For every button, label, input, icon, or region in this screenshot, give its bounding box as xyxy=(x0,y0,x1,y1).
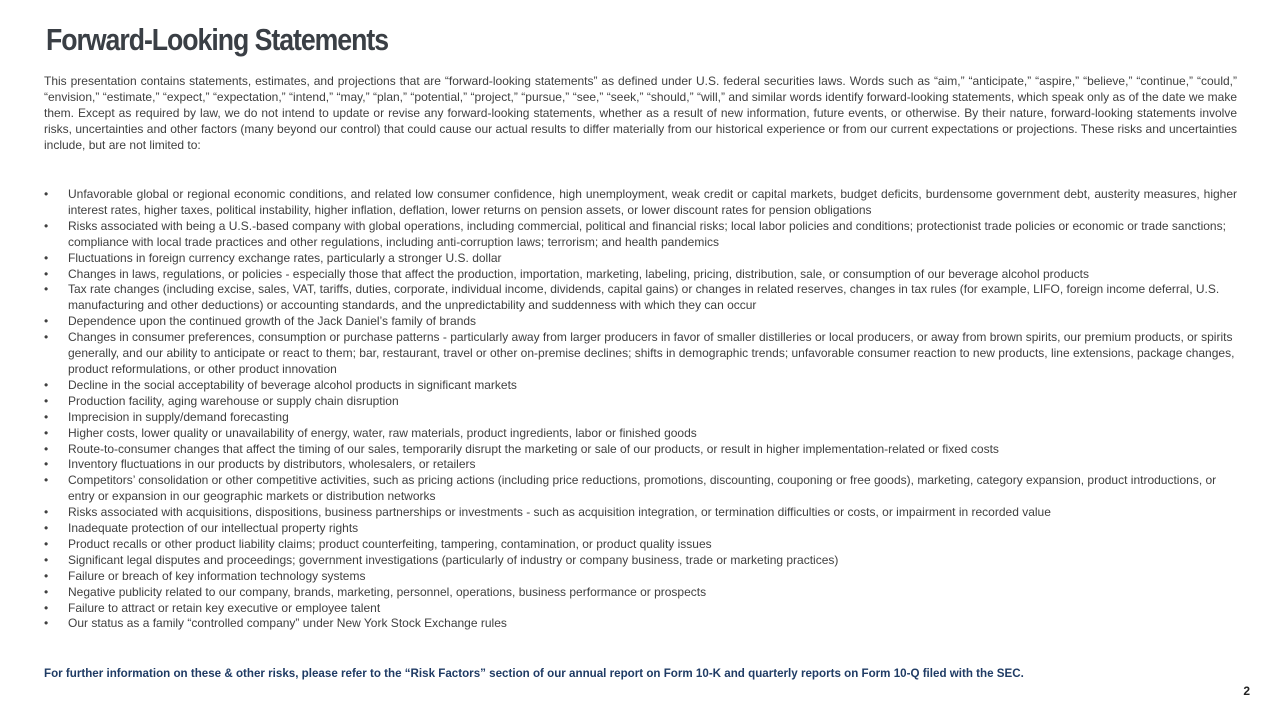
bullet-icon: • xyxy=(44,552,49,567)
risk-item xyxy=(44,616,1237,632)
risk-item xyxy=(44,473,1237,505)
risk-list xyxy=(44,187,1237,632)
risk-item xyxy=(44,187,1237,219)
slide-title: Forward-Looking Statements xyxy=(46,22,388,57)
risk-text: Route-to-consumer changes that affect the timing of our sales, temporarily disrupt the marketing or sale of our products, or result in higher implementation-related or fixed costs xyxy=(68,441,999,456)
risk-text: Failure to attract or retain key executive or employee talent xyxy=(68,600,381,615)
bullet-icon: • xyxy=(44,441,49,456)
risk-item xyxy=(44,410,1237,426)
bullet-icon: • xyxy=(44,330,49,345)
risk-text: Decline in the social acceptability of beverage alcohol products in significant markets xyxy=(68,377,517,392)
bullet-icon: • xyxy=(44,600,49,615)
bullet-icon: • xyxy=(44,314,49,329)
risk-text: Fluctuations in foreign currency exchange rates, particularly a stronger U.S. dollar xyxy=(68,250,502,265)
footer-note: For further information on these & other risks, please refer to the “Risk Factors” section of our annual report on Form 10-K and quarterly reports on Form 10-Q filed with the SEC. xyxy=(44,667,1024,680)
risk-item xyxy=(44,282,1237,314)
risk-item xyxy=(44,601,1237,617)
risk-item xyxy=(44,457,1237,473)
bullet-icon: • xyxy=(44,409,49,424)
risk-text: Product recalls or other product liability claims; product counterfeiting, tampering, contamination, or product quality issues xyxy=(68,536,712,551)
bullet-icon: • xyxy=(44,616,49,631)
bullet-icon: • xyxy=(44,393,49,408)
risk-item xyxy=(44,537,1237,553)
risk-text: Significant legal disputes and proceedings; government investigations (particularly of industry or company business, trade or marketing practices) xyxy=(68,552,839,567)
risk-item xyxy=(44,314,1237,330)
bullet-icon: • xyxy=(44,505,49,520)
bullet-icon: • xyxy=(44,584,49,599)
risk-text: Changes in consumer preferences, consumption or purchase patterns - particularly away from larger producers in favor of smaller distilleries or local producers, or away from brown spirits, our premium products, or spirits generally, and our ability to anticipate or react to them; bar, restaurant, travel or other on-premise declines; shifts in demographic trends; unfavorable consumer reaction to new products, line extensions, package changes, product reformulations, or other product innovation xyxy=(68,330,1235,376)
risk-text: Inventory fluctuations in our products by distributors, wholesalers, or retailers xyxy=(68,457,476,472)
risk-item xyxy=(44,505,1237,521)
risk-text: Unfavorable global or regional economic conditions, and related low consumer confidence, high unemployment, weak credit or capital markets, budget deficits, burdensome government debt, austerity measures, higher interest rates, higher taxes, political instability, higher inflation, deflation, lower returns on pension assets, or lower discount rates for pension obligations xyxy=(68,187,1237,217)
risk-text: Competitors’ consolidation or other competitive activities, such as pricing actions (including price reductions, promotions, discounting, couponing or free goods), marketing, category expansion, product introductions, or entry or expansion in our geographic markets or distribution networks xyxy=(68,473,1217,504)
risk-item xyxy=(44,378,1237,394)
risk-item xyxy=(44,553,1237,569)
bullet-icon: • xyxy=(44,457,49,472)
bullet-icon: • xyxy=(44,425,49,440)
risk-text: Inadequate protection of our intellectual property rights xyxy=(68,521,359,536)
risk-item xyxy=(44,521,1237,537)
risk-text: Risks associated with acquisitions, dispositions, business partnerships or investments - such as acquisition integration, or termination difficulties or costs, or impairment in recorded value xyxy=(68,505,1051,520)
risk-item xyxy=(44,394,1237,410)
risk-item xyxy=(44,442,1237,458)
risk-text: Our status as a family “controlled company” under New York Stock Exchange rules xyxy=(68,616,507,631)
bullet-icon: • xyxy=(44,568,49,583)
bullet-icon: • xyxy=(44,521,49,536)
risk-text: Production facility, aging warehouse or supply chain disruption xyxy=(68,393,399,408)
bullet-icon: • xyxy=(44,377,49,392)
risk-item xyxy=(44,585,1237,601)
bullet-icon: • xyxy=(44,250,49,265)
risk-text: Failure or breach of key information technology systems xyxy=(68,568,366,583)
risk-item xyxy=(44,219,1237,251)
risk-text: Dependence upon the continued growth of the Jack Daniel’s family of brands xyxy=(68,314,477,329)
bullet-icon: • xyxy=(44,266,49,281)
risk-item xyxy=(44,426,1237,442)
risk-text: Risks associated with being a U.S.-based company with global operations, including commercial, political and financial risks; local labor policies and conditions; protectionist trade policies or economic or trade sanctions; compliance with local trade practices and other regulations, including anti-corruption laws; terrorism; and health pandemics xyxy=(68,218,1226,249)
risk-text: Tax rate changes (including excise, sales, VAT, tariffs, duties, corporate, individual income, dividends, capital gains) or changes in related reserves, changes in tax rules (for example, LIFO, foreign income deferral, U.S. manufacturing and other deductions) or accounting standards, and the unpredictability and suddenness with which they can occur xyxy=(68,282,1220,313)
page-number: 2 xyxy=(1243,684,1250,698)
risk-item xyxy=(44,251,1237,267)
bullet-icon: • xyxy=(44,282,49,297)
risk-item xyxy=(44,569,1237,585)
risk-text: Negative publicity related to our company, brands, marketing, personnel, operations, business performance or prospects xyxy=(68,584,707,599)
risk-item xyxy=(44,267,1237,283)
bullet-icon: • xyxy=(44,187,49,201)
risk-text: Changes in laws, regulations, or policies - especially those that affect the production, importation, marketing, labeling, pricing, distribution, sale, or consumption of our beverage alcohol products xyxy=(68,266,1090,281)
risk-item xyxy=(44,330,1237,378)
bullet-icon: • xyxy=(44,536,49,551)
bullet-icon: • xyxy=(44,218,49,233)
risk-text: Imprecision in supply/demand forecasting xyxy=(68,409,289,424)
bullet-icon: • xyxy=(44,473,49,488)
risk-text: Higher costs, lower quality or unavailability of energy, water, raw materials, product ingredients, labor or finished goods xyxy=(68,425,697,440)
intro-paragraph: This presentation contains statements, estimates, and projections that are “forward-looking statements” as defined under U.S. federal securities laws. Words such as “aim,” “anticipate,” “aspire,” “believe,” “continue,” “could,” “envision,” “estimate,” “expect,” “expectation,” “intend,” “may,” “plan,” “potential,” “project,” “pursue,” “see,” “seek,” “should,” “will,” and similar words identify forward-looking statements, which speak only as of the date we make them. Except as required by law, we do not intend to update or revise any forward-looking statements, whether as a result of new information, future events, or otherwise. By their nature, forward-looking statements involve risks, uncertainties and other factors (many beyond our control) that could cause our actual results to differ materially from our historical experience or from our current expectations or projections. These risks and uncertainties include, but are not limited to: xyxy=(44,74,1237,152)
